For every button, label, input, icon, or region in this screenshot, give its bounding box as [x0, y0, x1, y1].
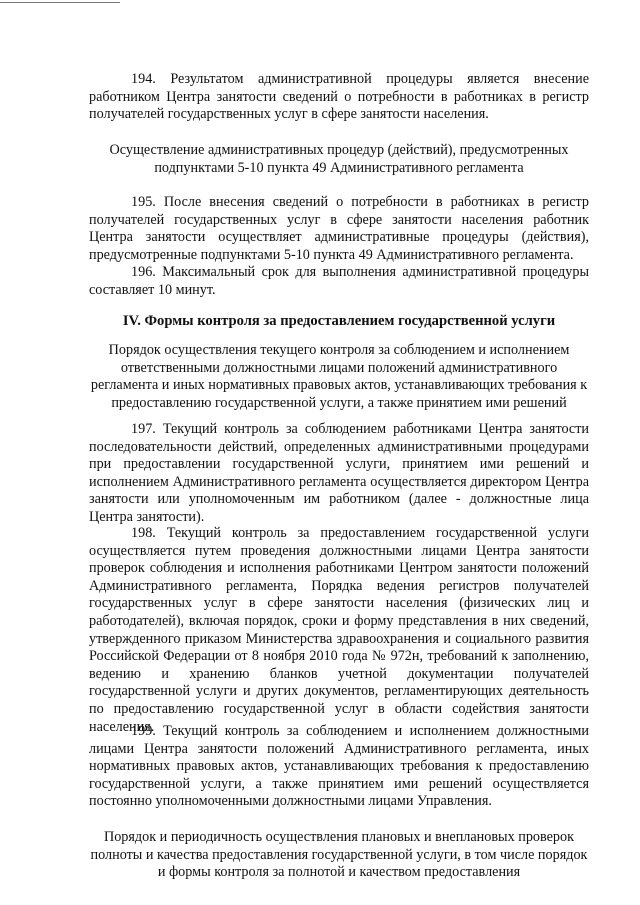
paragraph-195 — [89, 194, 589, 264]
section-heading-iv — [89, 313, 589, 331]
paragraph-197 — [89, 421, 589, 527]
paragraph-198 — [89, 525, 589, 736]
subheading-procedures-text: Осуществление административных процедур (действий), предусмотренных подпунктами 5-10 пункта 49 Административного регламента — [109, 142, 569, 176]
paragraph-196 — [89, 264, 589, 299]
paragraph-194-text: 194. Результатом административной процедуры является внесение работником Центра занятости сведений о потребности в работниках в регистр получателей государственных услуг в сфере занятости населения. — [89, 71, 589, 123]
subheading-inspections — [89, 829, 589, 882]
paragraph-199 — [89, 723, 589, 811]
section-heading-iv-text: IV. Формы контроля за предоставлением государственной услуги — [122, 313, 556, 329]
paragraph-194 — [89, 71, 589, 124]
subheading-current-control — [89, 342, 589, 412]
paragraph-197-text: 197. Текущий контроль за соблюдением работниками Центра занятости последовательности действий, определенных административными процедурами при предоставлении государственной услуги, принятием ими решений и исполнением Административного регламента осуществляется директором Центра занятости или уполномоченным им работником (далее - должностные лица Центра занятости). — [89, 421, 589, 525]
paragraph-195-text: 195. После внесения сведений о потребности в работниках в регистр получателей государственных услуг в сфере занятости населения работник Центра занятости осуществляет административные процедуры (действия), предусмотренные подпунктами 5-10 пункта 49 Административного регламента. — [89, 194, 589, 263]
paragraph-198-text: 198. Текущий контроль за предоставлением государственной услуги осуществляется путем проведения должностными лицами Центра занятости проверок соблюдения и исполнения работниками Центром занятости положений Административного регламента, Порядка ведения регистров получателей государственных услуг в сфере занятости населения (физических лиц и работодателей), включая порядок, сроки и форму представления в них сведений, утвержденного приказом Министерства здравоохранения и социального развития Российской Федерации от 8 ноября 2010 года № 972н, требований к заполнению, ведению и хранению бланков учетной документации получателей государственной услуги и других документов, регламентирующих деятельность по предоставлению государственной услуг в области содействия занятости населения. — [89, 525, 589, 735]
paragraph-199-text: 199. Текущий контроль за соблюдением и исполнением должностными лицами Центра занятости положений Административного регламента, иных нормативных правовых актов, устанавливающих требования к предоставлению государственной услуги, а также принятием ими решений осуществляется постоянно уполномоченными должностными лицами Управления. — [89, 723, 589, 810]
page-top-rule — [0, 2, 120, 3]
subheading-current-control-text: Порядок осуществления текущего контроля за соблюдением и исполнением ответственными должностными лицами положений административного регламента и иных нормативных правовых актов, устанавливающих требования к предоставлению государственной услуги, а также принятием ими решений — [90, 342, 588, 411]
subheading-inspections-text: Порядок и периодичность осуществления плановых и внеплановых проверок полноты и качества предоставления государственной услуги, в том числе порядок и формы контроля за полнотой и качеством предоставления — [90, 829, 588, 881]
paragraph-196-text: 196. Максимальный срок для выполнения административной процедуры составляет 10 минут. — [89, 264, 589, 298]
subheading-procedures — [89, 142, 589, 177]
